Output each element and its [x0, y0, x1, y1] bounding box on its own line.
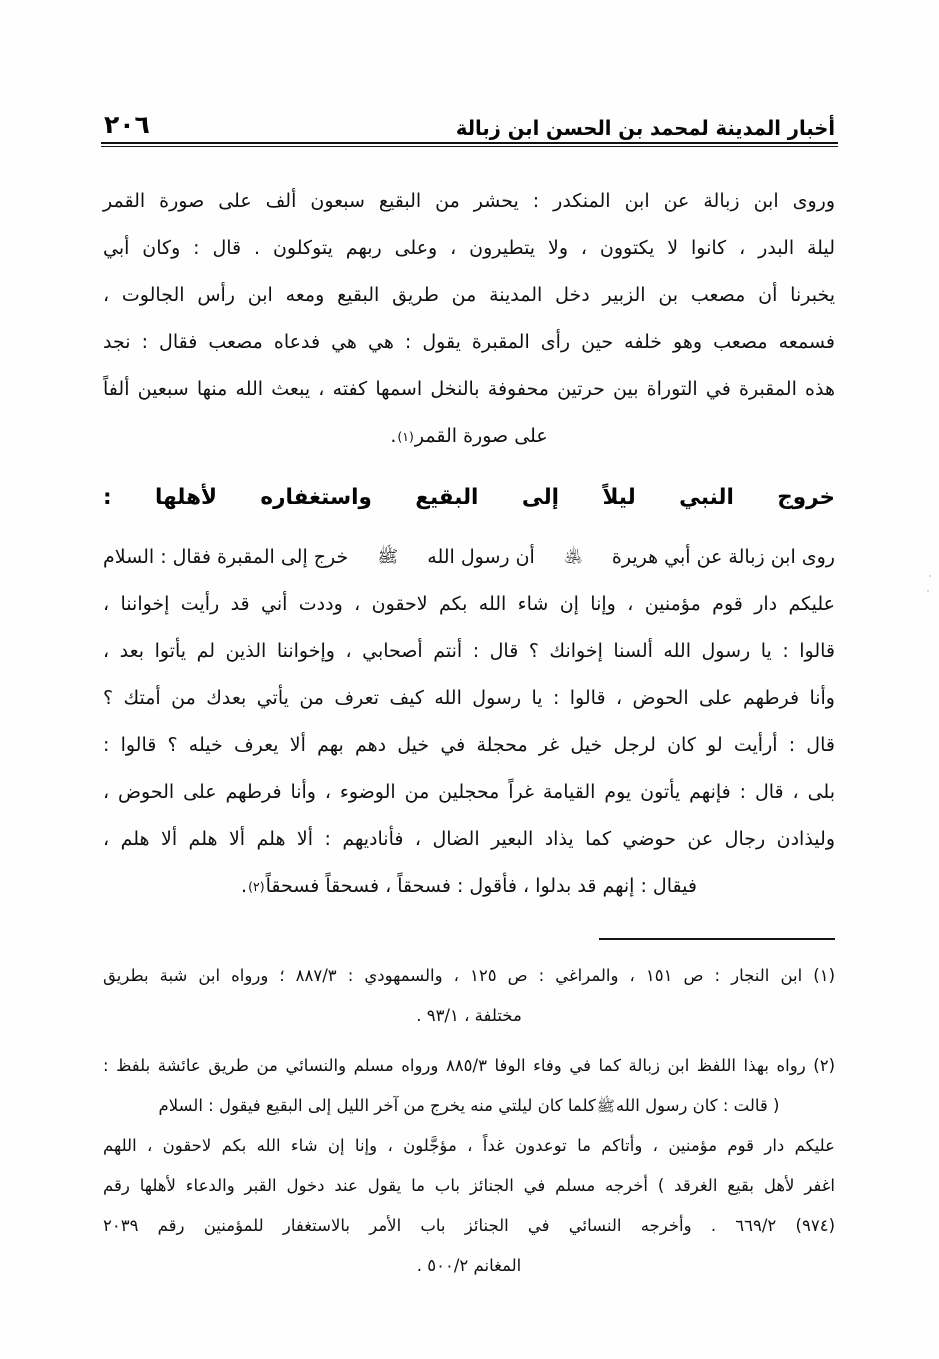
line-text: يخبرنا أن مصعب بن الزبير دخل المدينة من طريق البقيع ومعه ابن رأس الجالوت ،: [103, 284, 835, 306]
footnote-text: المغانم ٥٠٠/٢ .: [416, 1256, 522, 1275]
body-line: [103, 581, 835, 628]
footnote-text: عليكم دار قوم مؤمنين ، وأتاكم ما توعدون غداً ، مؤجَّلون ، وإنا إن شاء الله بكم لاحقون ، اللهم: [103, 1136, 835, 1155]
footnote-text-b: كلما كان ليلتي منه يخرج من آخر الليل إلى البقيع فيقول : السلام: [158, 1096, 596, 1115]
body-line: [103, 675, 835, 722]
line-text: فيقال : إنهم قد بدلوا ، فأقول : فسحقاً ، فسحقاً فسحقاً: [265, 875, 697, 897]
body-line: [103, 628, 835, 675]
header-rule: [101, 142, 838, 147]
footnote-ref-2[interactable]: (٢): [248, 879, 265, 894]
footnote-line: [103, 1166, 835, 1206]
line-tail: .: [390, 425, 397, 447]
line-text: ليلة البدر ، كانوا لا يكتوون ، ولا يتطيرون ، وعلى ربهم يتوكلون . قال : وكان أبي: [103, 237, 835, 259]
footnote-line: [103, 1206, 835, 1246]
heading-gap: [103, 525, 835, 534]
footnotes-area: [103, 956, 835, 1286]
line-text: بلى ، قال : فإنهم يأتون يوم القيامة غراً محجلين من الوضوء ، وأنا فرطهم على الحوض ،: [103, 781, 835, 803]
body-line: [103, 366, 835, 413]
body-line: [103, 769, 835, 816]
line-text: وليذادن رجال عن حوضي كما يذاد البعير الضال ، فأناديهم : ألا هلم ألا هلم ألا هلم ،: [103, 828, 835, 850]
footnote-separator: [599, 938, 835, 940]
sallallahu-alayhi-wasallam-icon: ﷺ: [377, 547, 399, 567]
radiallahu-anhu-icon: ﵁: [564, 547, 583, 567]
line-text: فسمعه مصعب وهو خلفه حين رأى المقبرة يقول : هي هي فدعاه مصعب فقال : نجد: [103, 331, 835, 353]
footnote-text: (١) ابن النجار : ص ١٥١ ، والمراغي : ص ١٢٥ ، والسمهودي : ٨٨٧/٣ ؛ ورواه ابن شبة بطريق: [103, 966, 835, 985]
scan-speckle: [927, 590, 929, 592]
footnote-text-a: ( قالت : كان رسول الله: [615, 1096, 780, 1115]
line-text: هذه المقبرة في التوراة بين حرتين محفوفة بالنخل اسمها كفته ، يبعث الله منها سبعين ألفاً: [103, 378, 835, 400]
line-text: وأنا فرطهم على الحوض ، قالوا : يا رسول الله كيف تعرف من يأتي بعدك من أمتك ؟: [103, 687, 835, 709]
page-number: ٢٠٦: [104, 110, 150, 139]
body-line-last: [103, 413, 835, 460]
running-head-title: أخبار المدينة لمحمد بن الحسن ابن زبالة: [455, 115, 835, 140]
sallallahu-alayhi-wasallam-icon: ﷺ: [596, 1097, 615, 1115]
line-text: عليكم دار قوم مؤمنين ، وإنا إن شاء الله بكم لاحقون ، وددت أني قد رأيت إخواننا ،: [103, 593, 835, 615]
line-text-a: روى ابن زبالة عن أبي هريرة: [611, 546, 835, 568]
body-line: [103, 319, 835, 366]
body-line: [103, 178, 835, 225]
header-rule-thick: [101, 142, 838, 144]
footnote-line: [103, 1246, 835, 1286]
page-header: [104, 96, 835, 138]
line-text: قال : أرأيت لو كان لرجل خيل غر محجلة في خيل دهم بهم ألا يعرف خيله ؟ قالوا :: [103, 734, 835, 756]
section-heading: خروج النبي ليلاً إلى البقيع واستغفاره لأهلها :: [103, 485, 835, 510]
footnote-text: مختلفة ، ٩٣/١ .: [416, 1006, 522, 1025]
footnote-text: (٢) رواه بهذا اللفظ ابن زبالة كما في وفاء الوفا ٨٨٥/٣ ورواه مسلم والنسائي من طريق عائشة بلفظ :: [102, 1056, 835, 1075]
line-text: وروى ابن زبالة عن ابن المنكدر : يحشر من البقيع سبعون ألف على صورة القمر: [103, 190, 835, 212]
body-line: [103, 272, 835, 319]
line-text-b: أن رسول الله: [427, 546, 535, 568]
footnote-gap: [103, 1036, 835, 1046]
body-text: [103, 178, 835, 910]
line-text-c: خرج إلى المقبرة فقال : السلام: [103, 546, 349, 568]
footnote-ref-1[interactable]: (١): [397, 429, 414, 444]
footnote-line: [103, 996, 835, 1036]
footnote-line: [103, 1046, 835, 1086]
paragraph-gap: [103, 460, 835, 469]
body-line: [103, 534, 835, 581]
scan-speckle: [929, 575, 931, 577]
body-line: [103, 225, 835, 272]
footnote-text: (٩٧٤) ٦٦٩/٢ . وأخرجه النسائي في الجنائز باب الأمر بالاستغفار للمؤمنين رقم ٢٠٣٩: [103, 1216, 835, 1235]
body-line-last: [103, 863, 835, 910]
body-line: [103, 816, 835, 863]
footnote-line: [103, 1086, 835, 1126]
header-rule-thin: [101, 146, 838, 147]
footnote-line: [103, 956, 835, 996]
line-text: على صورة القمر: [414, 425, 548, 447]
body-line: [103, 722, 835, 769]
line-tail: .: [241, 875, 248, 897]
footnote-text: اغفر لأهل بقيع الغرقد ) أخرجه مسلم في الجنائز باب ما يقول عند دخول القبر والدعاء لأهلها رقم: [103, 1176, 835, 1195]
line-text: قالوا : يا رسول الله ألسنا إخوانك ؟ قال : أنتم أصحابي ، وإخواننا الذين لم يأتوا بعد ،: [103, 640, 835, 662]
footnote-line: [103, 1126, 835, 1166]
